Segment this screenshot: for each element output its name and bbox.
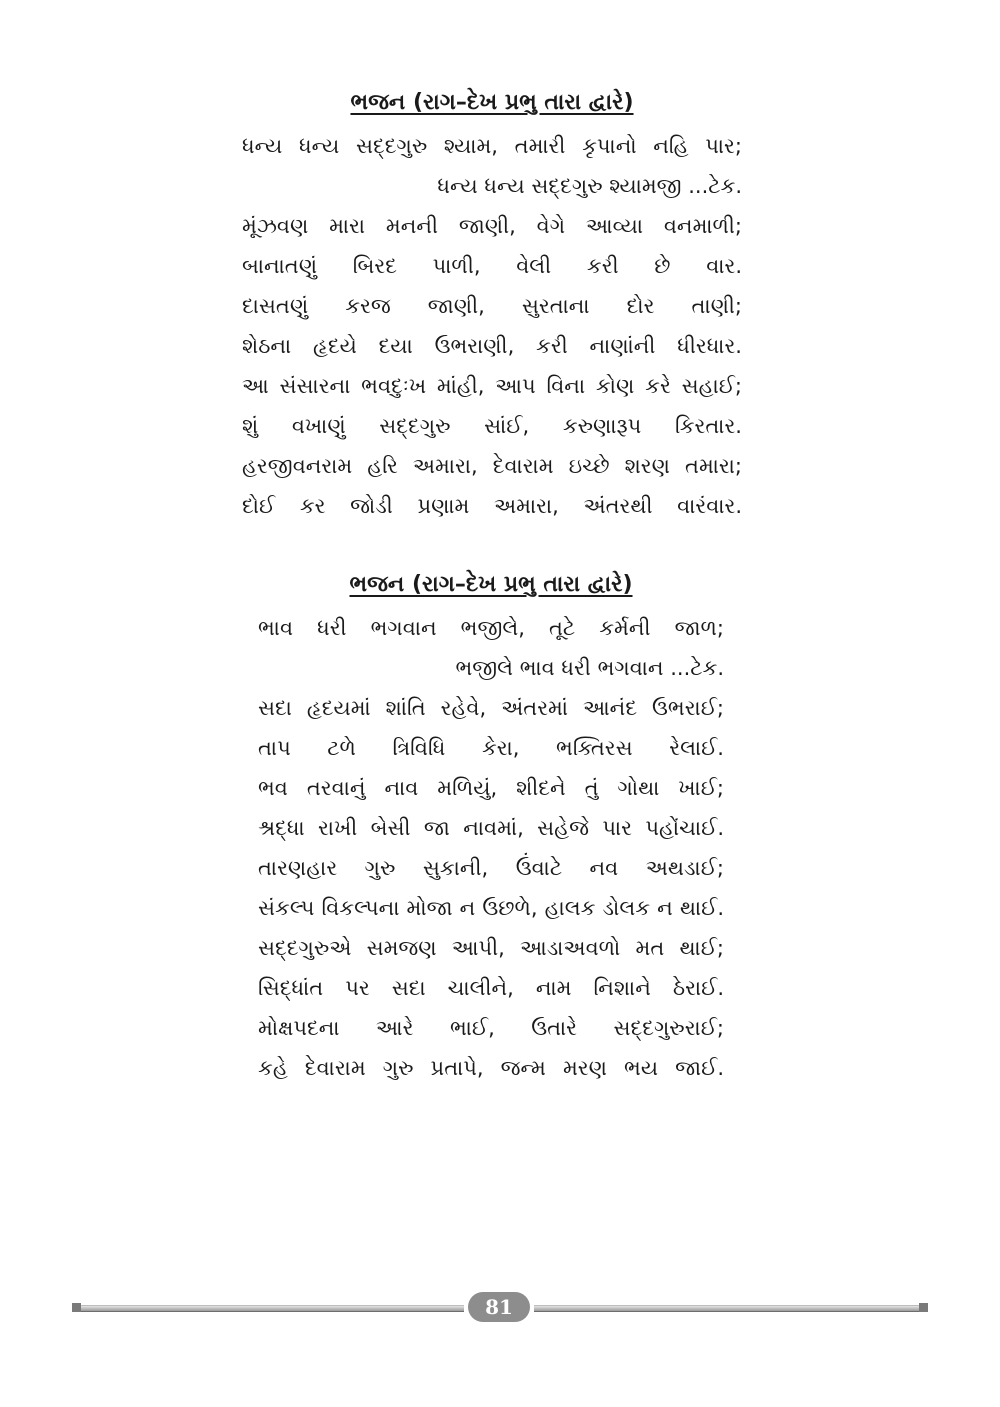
bhajan-title: ભજન (રાગ–દેખ પ્રભુ તારા દ્વારે) (350, 90, 634, 115)
verse-line: ધન્ય ધન્ય સદ્દગુરુ શ્યામ, તમારી કૃપાનો નહિ પાર; (242, 134, 742, 158)
verse-line: તાપ ટળે ત્રિવિધિ કેરા, ભક્તિરસ રેલાઈ. (258, 736, 724, 760)
verse-line: તારણહાર ગુરુ સુકાની, ઉંવાટે નવ અથડાઈ; (258, 856, 724, 880)
verse-line: શું વખાણું સદ્દગુરુ સાંઈ, કરુણારૂપ કિરતાર. (242, 414, 742, 438)
verse-line: કહે દેવારામ ગુરુ પ્રતાપે, જન્મ મરણ ભય જાઈ. (258, 1056, 724, 1080)
verse-line: સંકલ્પ વિકલ્પના મોજા ન ઉછળે, હાલક ડોલક ન થાઈ. (258, 896, 724, 920)
footer-rule-cap-right (919, 1303, 928, 1312)
bhajan-title: ભજન (રાગ–દેખ પ્રભુ તારા દ્વારે) (349, 572, 633, 597)
verse-line: સદા હૃદયમાં શાંતિ રહેવે, અંતરમાં આનંદ ઉભરાઈ; (258, 696, 724, 720)
verse-line: દાસતણું કરજ જાણી, સુરતાના દોર તાણી; (242, 294, 742, 318)
verse-line: મોક્ષપદના આરે ભાઈ, ઉતારે સદ્દગુરુરાઈ; (258, 1016, 724, 1040)
verse-line: ભવ તરવાનું નાવ મળિયું, શીદને તું ગોથા ખાઈ; (258, 776, 724, 800)
refrain-line: ભજીલે ભાવ ધરી ભગવાન ...ટેક. (455, 656, 724, 680)
verse-line: સિદ્ધાંત પર સદા ચાલીને, નામ નિશાને ઠેરાઈ. (258, 976, 724, 1000)
verse-line: ભાવ ધરી ભગવાન ભજીલે, તૂટે કર્મની જાળ; (258, 616, 724, 640)
footer-rule-left (72, 1305, 464, 1312)
verse-line: દોઈ કર જોડી પ્રણામ અમારા, અંતરથી વારંવાર. (242, 494, 742, 518)
page-number: 81 (468, 1292, 530, 1322)
bhajan-1 (242, 86, 742, 526)
verse-line: હરજીવનરામ હરિ અમારા, દેવારામ ઇચ્છે શરણ તમારા; (242, 454, 742, 478)
footer-rule-cap-left (72, 1303, 81, 1312)
verse-line: આ સંસારના ભવદુઃખ માંહી, આપ વિના કોણ કરે સહાઈ; (242, 374, 742, 398)
verse-line: શ્રદ્ધા રાખી બેસી જા નાવમાં, સહેજે પાર પહોંચાઈ. (258, 816, 724, 840)
verse-lines (258, 608, 724, 1088)
verse-line: મૂંઝવણ મારા મનની જાણી, વેગે આવ્યા વનમાળી; (242, 214, 742, 238)
footer-rule-right (534, 1305, 928, 1312)
verse-line: બાનાતણું બિરદ પાળી, વેલી કરી છે વાર. (242, 254, 742, 278)
page-footer (72, 1290, 928, 1326)
refrain-line: ધન્ય ધન્ય સદ્દગુરુ શ્યામજી ...ટેક. (437, 174, 742, 198)
verse-lines (242, 126, 742, 526)
verse-line: સદ્દગુરુએ સમજણ આપી, આડાઅવળો મત થાઈ; (258, 936, 724, 960)
verse-line: શેઠના હૃદયે દયા ઉભરાણી, કરી નાણાંની ધીરધાર. (242, 334, 742, 358)
bhajan-2 (258, 568, 724, 1088)
